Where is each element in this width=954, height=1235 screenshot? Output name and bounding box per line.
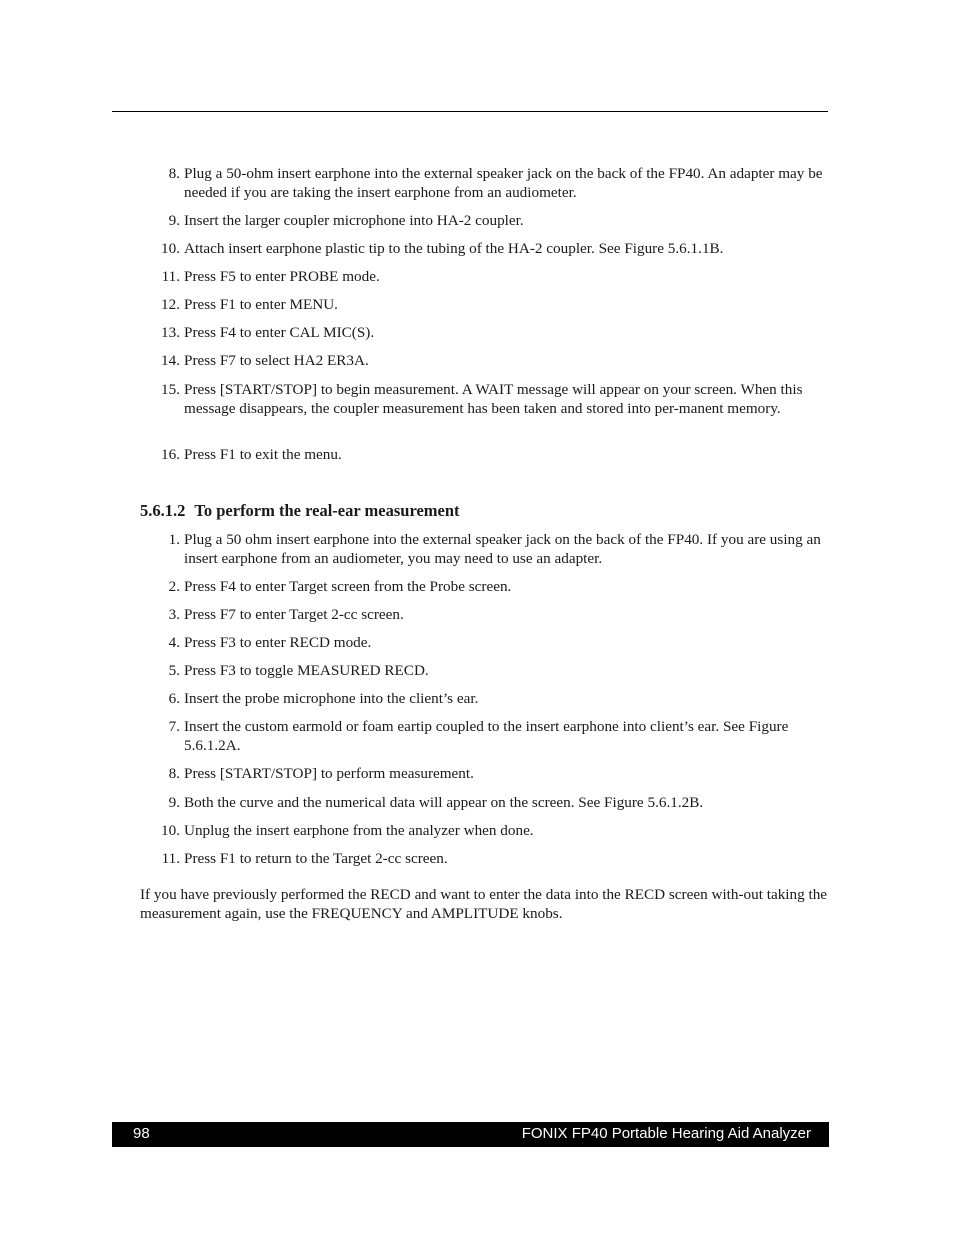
item-text: Insert the probe microphone into the client’s ear. <box>184 690 479 707</box>
page-number: 98 <box>133 1125 150 1142</box>
item-text: Attach insert earphone plastic tip to the tubing of the HA-2 coupler. See Figure 5.6.1.1B. <box>184 240 724 257</box>
item-text: Both the curve and the numerical data will appear on the screen. See Figure 5.6.1.2B. <box>184 794 704 811</box>
real-ear-steps-list <box>140 531 828 869</box>
item-text: Plug a 50-ohm insert earphone into the external speaker jack on the back of the FP40. An adapter may be needed if you are taking the insert earphone from an audiometer. <box>184 165 823 201</box>
item-text: Press F1 to exit the menu. <box>184 446 342 463</box>
list-item <box>140 240 828 268</box>
item-number: 2. <box>168 578 180 595</box>
item-text: Press F7 to enter Target 2-cc screen. <box>184 606 404 623</box>
item-number: 12. <box>161 296 180 313</box>
body-paragraph: If you have previously performed the RECD and want to enter the data into the RECD screen with-out taking the measurement again, use the FREQUENCY and AMPLITUDE knobs. <box>140 886 828 922</box>
list-item <box>140 446 828 465</box>
list-item <box>140 634 828 662</box>
item-number: 9. <box>168 212 180 229</box>
item-text: Insert the larger coupler microphone into HA-2 coupler. <box>184 212 524 229</box>
item-number: 8. <box>168 765 180 782</box>
item-number: 15. <box>161 381 180 398</box>
item-text: Press F1 to return to the Target 2-cc screen. <box>184 850 448 867</box>
item-text: Unplug the insert earphone from the analyzer when done. <box>184 822 534 839</box>
section-number: 5.6.1.2 <box>140 501 186 520</box>
item-number: 10. <box>161 240 180 257</box>
list-item <box>140 822 828 850</box>
section-heading <box>140 501 460 521</box>
page-footer <box>112 1122 829 1147</box>
item-number: 5. <box>168 662 180 679</box>
list-item <box>140 850 828 869</box>
item-text: Press F3 to enter RECD mode. <box>184 634 372 651</box>
item-text: Insert the custom earmold or foam eartip coupled to the insert earphone into client’s ear. See Figure 5.6.1.2A. <box>184 718 789 754</box>
list-item <box>140 606 828 634</box>
item-text: Press F4 to enter Target screen from the Probe screen. <box>184 578 512 595</box>
item-number: 6. <box>168 690 180 707</box>
item-text: Press F1 to enter MENU. <box>184 296 338 313</box>
list-item <box>140 268 828 296</box>
item-number: 8. <box>168 165 180 182</box>
item-text: Press F4 to enter CAL MIC(S). <box>184 324 375 341</box>
list-item <box>140 531 828 578</box>
item-text: Plug a 50 ohm insert earphone into the external speaker jack on the back of the FP40. If you are using an insert earphone from an audiometer, you may need to use an adapter. <box>184 531 821 567</box>
list-item <box>140 296 828 324</box>
item-text: Press [START/STOP] to perform measurement. <box>184 765 474 782</box>
item-number: 13. <box>161 324 180 341</box>
item-text: Press F3 to toggle MEASURED RECD. <box>184 662 429 679</box>
list-item <box>140 794 828 822</box>
list-item <box>140 165 828 212</box>
item-text: Press F5 to enter PROBE mode. <box>184 268 380 285</box>
item-number: 1. <box>168 531 180 548</box>
header-rule <box>112 111 828 112</box>
list-item <box>140 718 828 765</box>
item-number: 11. <box>161 268 180 285</box>
item-number: 14. <box>161 352 180 369</box>
section-title: To perform the real-ear measurement <box>194 501 460 520</box>
item-text: Press [START/STOP] to begin measurement. A WAIT message will appear on your screen. When this message disappears, the coupler measurement has been taken and stored into per-manent memory. <box>184 381 803 417</box>
list-item <box>140 352 828 381</box>
item-number: 16. <box>161 446 180 463</box>
list-item <box>140 578 828 606</box>
item-number: 4. <box>168 634 180 651</box>
list-item <box>140 381 828 446</box>
footer-title: FONIX FP40 Portable Hearing Aid Analyzer <box>521 1125 811 1142</box>
item-number: 11. <box>161 850 180 867</box>
calibration-steps-list <box>140 165 828 465</box>
item-number: 10. <box>161 822 180 839</box>
list-item <box>140 662 828 690</box>
item-number: 7. <box>168 718 180 735</box>
item-number: 3. <box>168 606 180 623</box>
item-number: 9. <box>168 794 180 811</box>
list-item <box>140 324 828 352</box>
list-item <box>140 690 828 718</box>
item-text: Press F7 to select HA2 ER3A. <box>184 352 369 369</box>
list-item <box>140 212 828 240</box>
list-item <box>140 765 828 794</box>
